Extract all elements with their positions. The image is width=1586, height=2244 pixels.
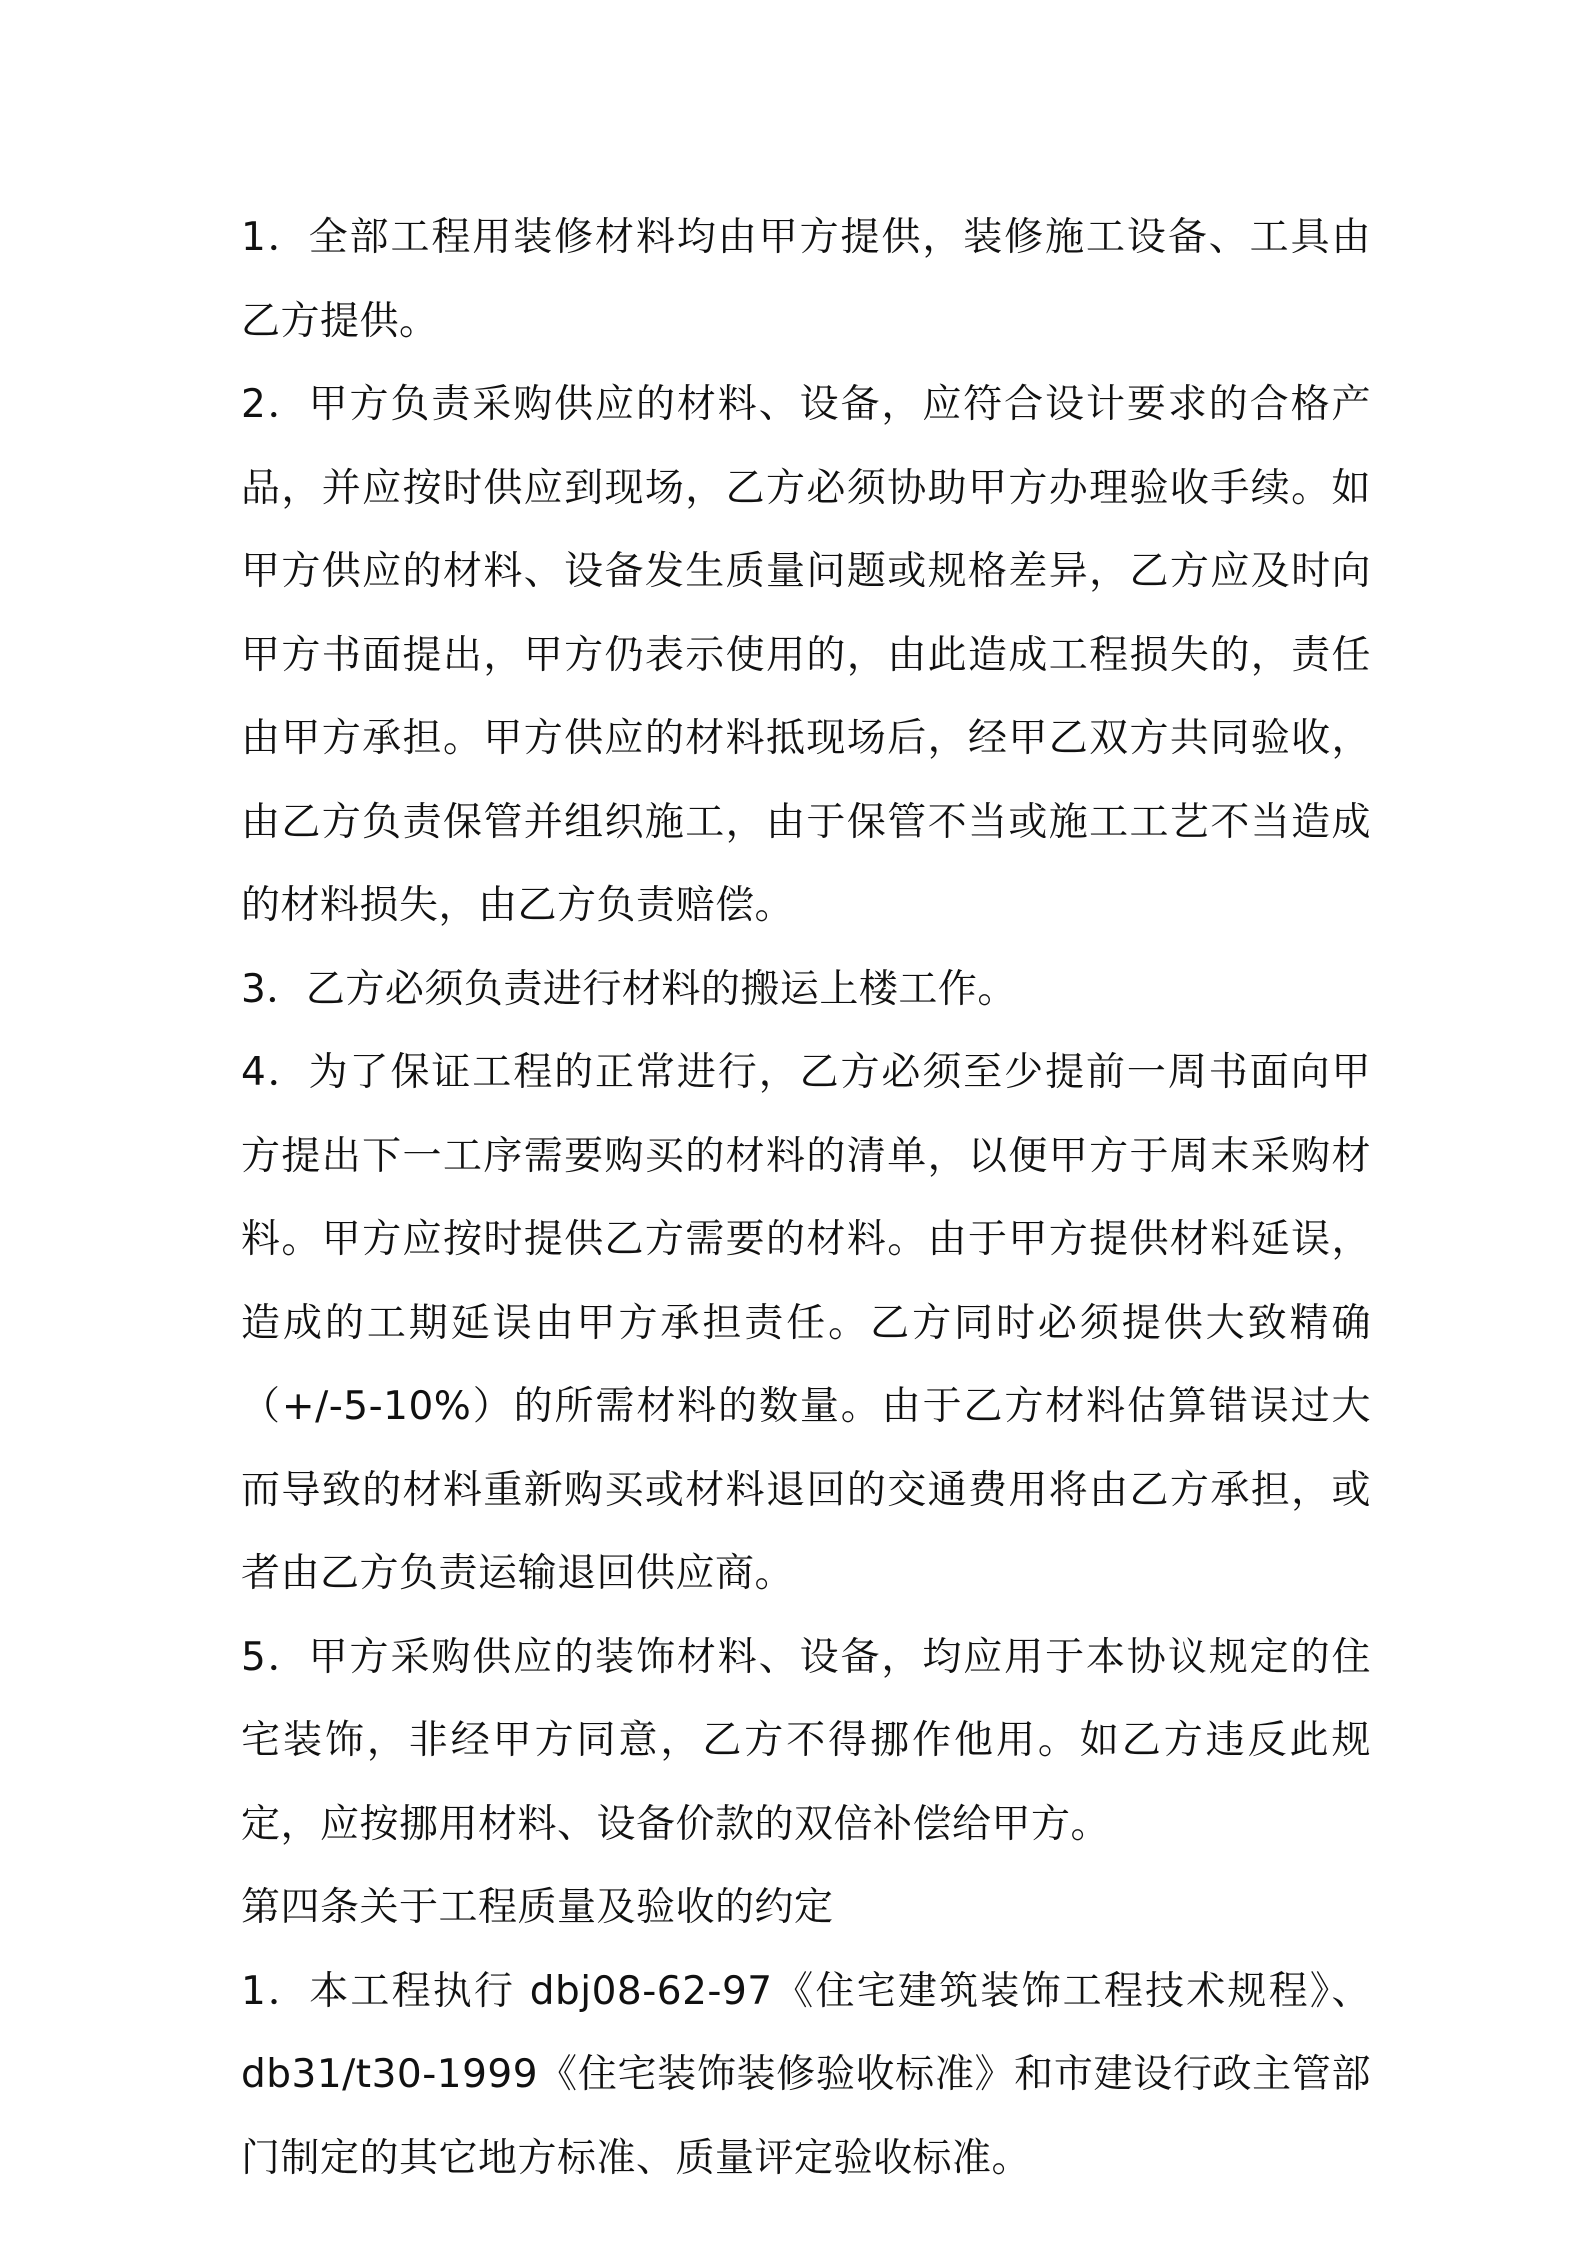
paragraph-material-usage: 5．甲方采购供应的装饰材料、设备，均应用于本协议规定的住宅装饰，非经甲方同意，乙方不得挪作他用。如乙方违反此规定，应按挪用材料、设备价款的双倍补偿给甲方。	[241, 1634, 1371, 1847]
paragraph-material-list: 4．为了保证工程的正常进行，乙方必须至少提前一周书面向甲方提出下一工序需要购买的材料的清单，以便甲方于周末采购材料。甲方应按时提供乙方需要的材料。由于甲方提供材料延误，造成的工期延误由甲方承担责任。乙方同时必须提供大致精确（+/-5-10%）的所需材料的数量。由于乙方材料估算错误过大而导致的材料重新购买或材料退回的交通费用将由乙方承担，或者由乙方负责运输退回供应商。	[241, 1050, 1371, 1596]
document-body	[241, 196, 1371, 2200]
paragraph-procurement-responsibility: 2．甲方负责采购供应的材料、设备，应符合设计要求的合格产品，并应按时供应到现场，乙方必须协助甲方办理验收手续。如甲方供应的材料、设备发生质量问题或规格差异，乙方应及时向甲方书面提出，甲方仍表示使用的，由此造成工程损失的，责任由甲方承担。甲方供应的材料抵现场后，经甲乙双方共同验收，由乙方负责保管并组织施工，由于保管不当或施工工艺不当造成的材料损失，由乙方负责赔偿。	[241, 382, 1371, 928]
paragraph-material-transport: 3．乙方必须负责进行材料的搬运上楼工作。	[241, 966, 1017, 1012]
section-heading-quality: 第四条关于工程质量及验收的约定	[241, 1885, 834, 1930]
paragraph-materials-supply: 1．全部工程用装修材料均由甲方提供，装修施工设备、工具由乙方提供。	[241, 215, 1371, 344]
paragraph-standards: 1．本工程执行 dbj08-62-97《住宅建筑装饰工程技术规程》、db31/t30-1999《住宅装饰装修验收标准》和市建设行政主管部门制定的其它地方标准、质量评定验收标准。	[241, 1968, 1371, 2181]
